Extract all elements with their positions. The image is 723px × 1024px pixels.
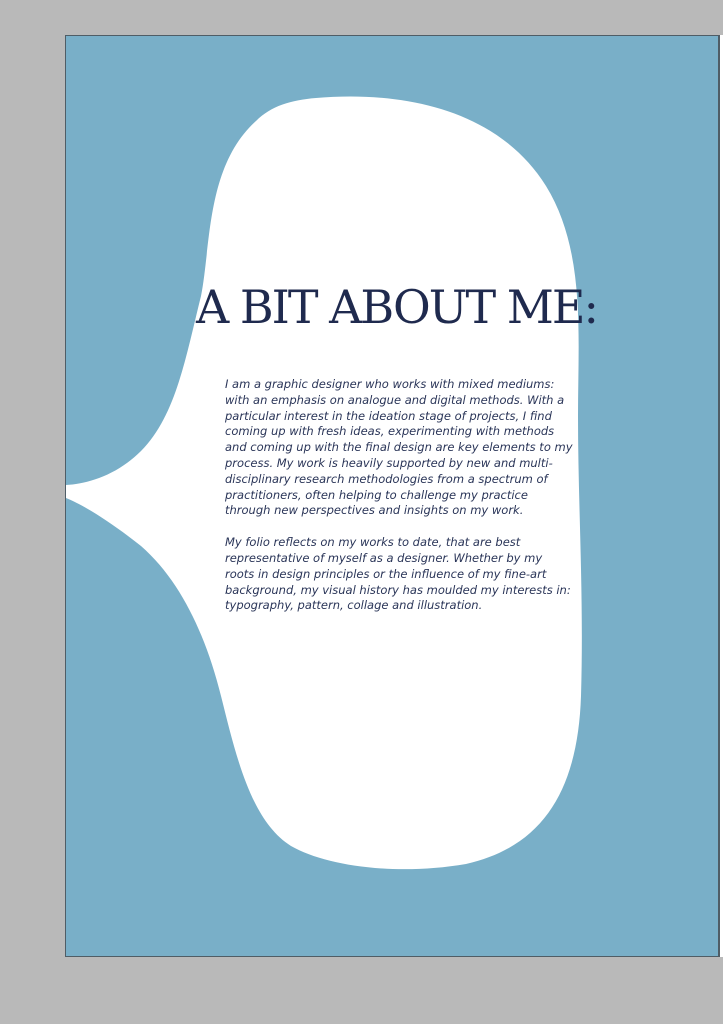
bio-text — [225, 377, 575, 630]
bio-paragraph-1: I am a graphic designer who works with mixed mediums: with an emphasis on analogue and digital methods. With a particular interest in the ideation stage of projects, I find coming up with fresh ideas, experimenting with methods and coming up with the final design are key elements to my process. My work is heavily supported by new and multi-disciplinary research methodologies from a spectrum of practitioners, often helping to challenge my practice through new perspectives and insights on my work. — [225, 377, 573, 518]
page-title: A BIT ABOUT ME: — [196, 280, 597, 334]
bio-paragraph-2: My folio reflects on my works to date, that are best representative of myself as a designer. Whether by my roots in design principles or the influence of my fine-art background, my visual history has moulded my interests in: typography, pattern, collage and illustration. — [225, 535, 571, 613]
adjacent-page-edge — [719, 35, 723, 957]
document-page — [65, 35, 719, 957]
